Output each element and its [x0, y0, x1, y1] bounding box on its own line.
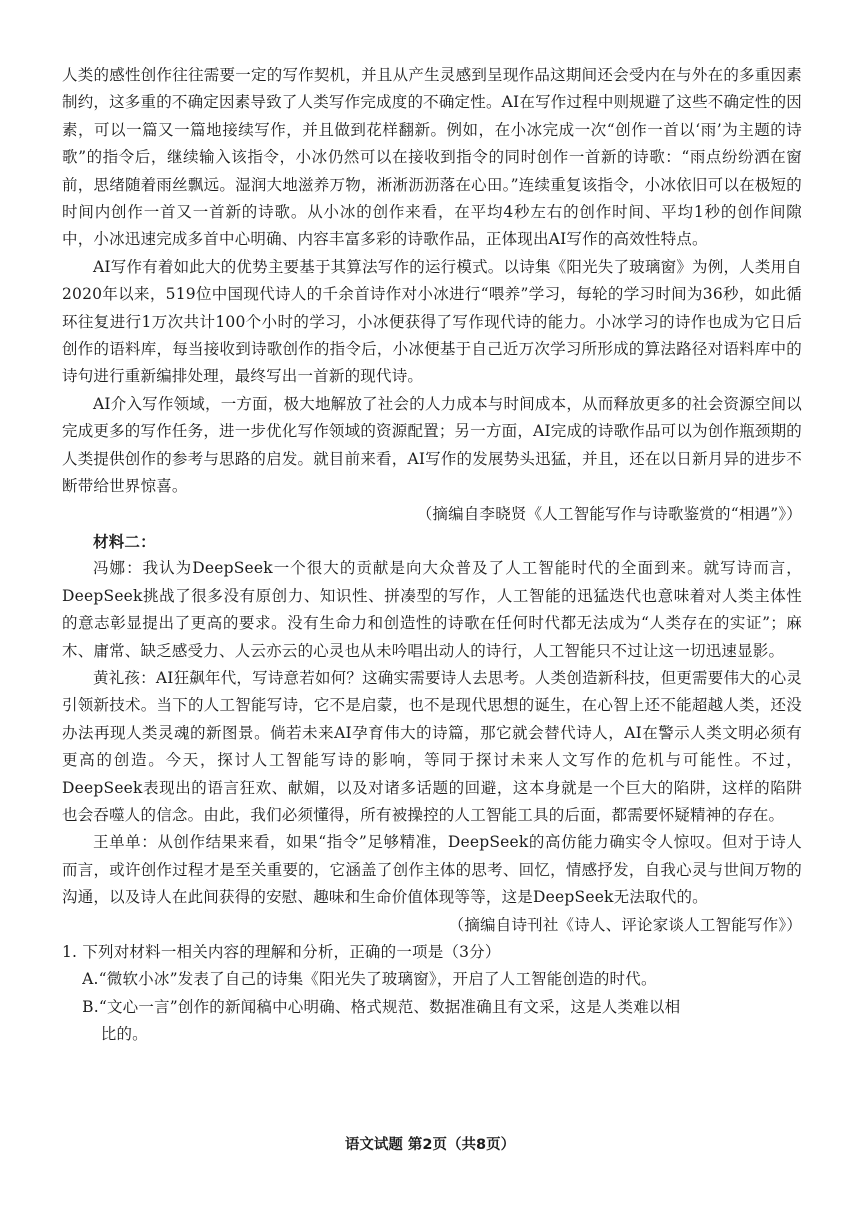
- material2-heading: 材料二：: [93, 531, 156, 551]
- question-1-option-b-continued: 比的。: [100, 1025, 148, 1044]
- material1-paragraph-1: 人类的感性创作往往需要一定的写作契机，并且从产生灵感到呈现作品这期间还会受内在与外在的多重因素制约，这多重的不确定因素导致了人类写作完成度的不确定性。AI在写作过程中则规避了这些不确定性的因素，可以一篇又一篇地接续写作，并且做到花样翻新。例如，在小冰完成一次“创作一首以‘雨’为主题的诗歌”的指令后，继续输入该指令，小冰仍然可以在接收到指令的同时创作一首新的诗歌：“雨点纷纷洒在窗前，思绪随着雨丝飘远。湿润大地滋养万物，淅淅沥沥落在心田。”连续重复该指令，小冰依旧可以在极短的时间内创作一首又一首新的诗歌。从小冰的创作来看，在平均4秒左右的创作时间、平均1秒的创作间隙中，小冰迅速完成多首中心明确、内容丰富多彩的诗歌作品，正体现出AI写作的高效性特点。: [62, 66, 802, 249]
- material1-paragraph-2: AI写作有着如此大的优势主要基于其算法写作的运行模式。以诗集《阳光失了玻璃窗》为例，人类用自2020年以来，519位中国现代诗人的千余首诗作对小冰进行“喂养”学习，每轮的学习时间为36秒，如此循环往复进行1万次共计100个小时的学习，小冰便获得了写作现代诗的能力。小冰学习的诗作也成为它日后创作的语料库，每当接收到诗歌创作的指令后，小冰便基于自己近万次学习所形成的算法路径对语料库中的诗句进行重新编排处理，最终写出一首新的现代诗。: [62, 257, 802, 386]
- material1-source: （摘编自李晓贤《人工智能写作与诗歌鉴赏的“相遇”》）: [416, 504, 802, 523]
- passage-text: [62, 62, 802, 1049]
- material2-paragraph-1: 冯娜：我认为DeepSeek一个很大的贡献是向大众普及了人工智能时代的全面到来。就写诗而言，DeepSeek挑战了很多没有原创力、知识性、拼凑型的写作，人工智能的迅猛迭代也意味着对人类主体性的意志彰显提出了更高的要求。没有生命力和创造性的诗歌在任何时代都无法成为“人类存在的实证”；麻木、庸常、缺乏感受力、人云亦云的心灵也从未吟唱出动人的诗行，人工智能只不过让这一切迅速显影。: [62, 559, 802, 660]
- question-1-option-b: B.“文心一言”创作的新闻稿中心明确、格式规范、数据准确且有文采，这是人类难以相: [82, 997, 681, 1016]
- material2-source: （摘编自诗刊社《诗人、评论家谈人工智能写作》）: [448, 915, 802, 934]
- material2-paragraph-3: 王单单：从创作结果来看，如果“指令”足够精准，DeepSeek的高仿能力确实令人惊叹。但对于诗人而言，或许创作过程才是至关重要的，它涵盖了创作主体的思考、回忆，情感抒发，自我心灵与世间万物的沟通，以及诗人在此间获得的安慰、趣味和生命价值体现等等，这是DeepSeek无法取代的。: [62, 833, 802, 907]
- question-1-stem: 1. 下列对材料一相关内容的理解和分析，正确的一项是（3分）: [62, 943, 501, 961]
- material2-paragraph-2: 黄礼孩：AI狂飙年代，写诗意若如何？这确实需要诗人去思考。人类创造新科技，但更需要伟大的心灵引领新技术。当下的人工智能写诗，它不是启蒙，也不是现代思想的诞生，在心智上还不能超越人类，还没办法再现人类灵魂的新图景。倘若未来AI孕育伟大的诗篇，那它就会替代诗人，AI在警示人类文明必须有更高的创造。今天，探讨人工智能写诗的影响，等同于探讨未来人文写作的危机与可能性。不过，DeepSeek表现出的语言狂欢、献媚，以及对诸多话题的回避，这本身就是一个巨大的陷阱，这样的陷阱也会吞噬人的信念。由此，我们必须懂得，所有被操控的人工智能工具的后面，都需要怀疑精神的存在。: [62, 668, 802, 824]
- material1-paragraph-3: AI介入写作领域，一方面，极大地解放了社会的人力成本与时间成本，从而释放更多的社会资源空间以完成更多的写作任务，进一步优化写作领域的资源配置；另一方面，AI完成的诗歌作品可以为创作瓶颈期的人类提供创作的参考与思路的启发。就目前来看，AI写作的发展势头迅猛，并且，还在以日新月异的进步不断带给世界惊喜。: [62, 394, 802, 496]
- page-footer: 语文试题 第2页（共8页）: [344, 1137, 516, 1153]
- question-1-option-a: A.“微软小冰”发表了自己的诗集《阳光失了玻璃窗》，开启了人工智能创造的时代。: [82, 970, 657, 989]
